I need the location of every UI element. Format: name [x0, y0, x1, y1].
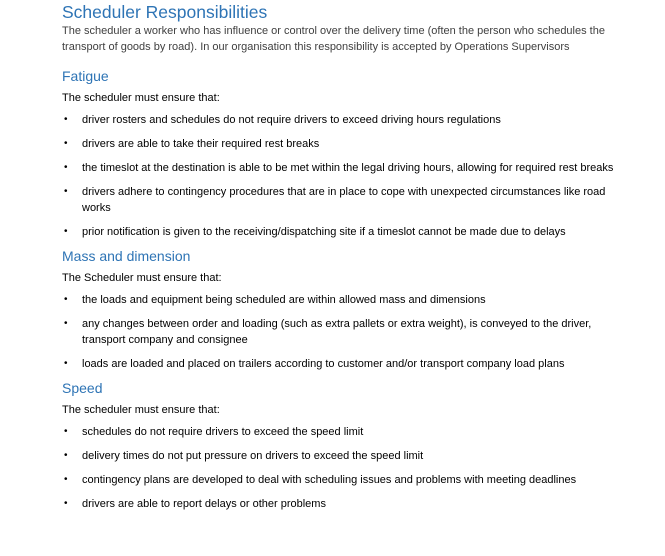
list-item-text: schedules do not require drivers to exceed the speed limit — [82, 426, 364, 438]
page-title: Scheduler Responsibilities — [62, 2, 268, 22]
list-item — [62, 292, 622, 308]
bullet-list — [62, 292, 657, 372]
list-item-text: drivers adhere to contingency procedures that are in place to cope with unexpected circumstances like road works — [82, 186, 606, 214]
bullet-icon: • — [64, 426, 68, 437]
bullet-icon: • — [64, 162, 68, 173]
bullet-icon: • — [64, 114, 68, 125]
list-item-text: delivery times do not put pressure on drivers to exceed the speed limit — [82, 450, 424, 462]
bullet-icon: • — [64, 294, 68, 305]
section-lead: The scheduler must ensure that: — [62, 92, 220, 104]
section-lead: The Scheduler must ensure that: — [62, 272, 222, 284]
intro-paragraph: The scheduler a worker who has influence or control over the delivery time (often the person who schedules the transport of goods by road). In our organisation this responsibility is accepted by Operations Supervisors — [62, 25, 605, 53]
list-item-text: contingency plans are developed to deal with scheduling issues and problems with meeting deadlines — [82, 474, 577, 486]
list-item-text: loads are loaded and placed on trailers according to customer and/or transport company load plans — [82, 358, 565, 370]
list-item — [62, 316, 622, 348]
bullet-icon: • — [64, 450, 68, 461]
list-item — [62, 160, 622, 176]
section-heading: Fatigue — [62, 68, 109, 84]
section-lead: The scheduler must ensure that: — [62, 404, 220, 416]
section-heading: Speed — [62, 380, 103, 396]
bullet-icon: • — [64, 138, 68, 149]
list-item — [62, 136, 622, 152]
list-item — [62, 496, 622, 512]
list-item — [62, 184, 622, 216]
list-item — [62, 112, 622, 128]
list-item-text: any changes between order and loading (such as extra pallets or extra weight), is conveyed to the driver, transport company and consignee — [82, 318, 592, 346]
bullet-icon: • — [64, 186, 68, 197]
list-item — [62, 424, 622, 440]
list-item-text: drivers are able to report delays or other problems — [82, 498, 326, 510]
list-item-text: the loads and equipment being scheduled are within allowed mass and dimensions — [82, 294, 486, 306]
list-item — [62, 356, 622, 372]
bullet-icon: • — [64, 474, 68, 485]
list-item — [62, 448, 622, 464]
list-item-text: driver rosters and schedules do not require drivers to exceed driving hours regulations — [82, 114, 501, 126]
list-item-text: drivers are able to take their required rest breaks — [82, 138, 320, 150]
section-speed — [62, 379, 657, 512]
document — [62, 0, 657, 512]
bullet-icon: • — [64, 318, 68, 329]
section-mass-and-dimension — [62, 247, 657, 372]
bullet-list — [62, 424, 657, 512]
section-fatigue — [62, 67, 657, 240]
bullet-icon: • — [64, 226, 68, 237]
bullet-icon: • — [64, 358, 68, 369]
list-item — [62, 224, 622, 240]
bullet-list — [62, 112, 657, 240]
bullet-icon: • — [64, 498, 68, 509]
list-item-text: the timeslot at the destination is able to be met within the legal driving hours, allowing for required rest breaks — [82, 162, 614, 174]
section-heading: Mass and dimension — [62, 248, 191, 264]
list-item — [62, 472, 622, 488]
list-item-text: prior notification is given to the receiving/dispatching site if a timeslot cannot be made due to delays — [82, 226, 566, 238]
